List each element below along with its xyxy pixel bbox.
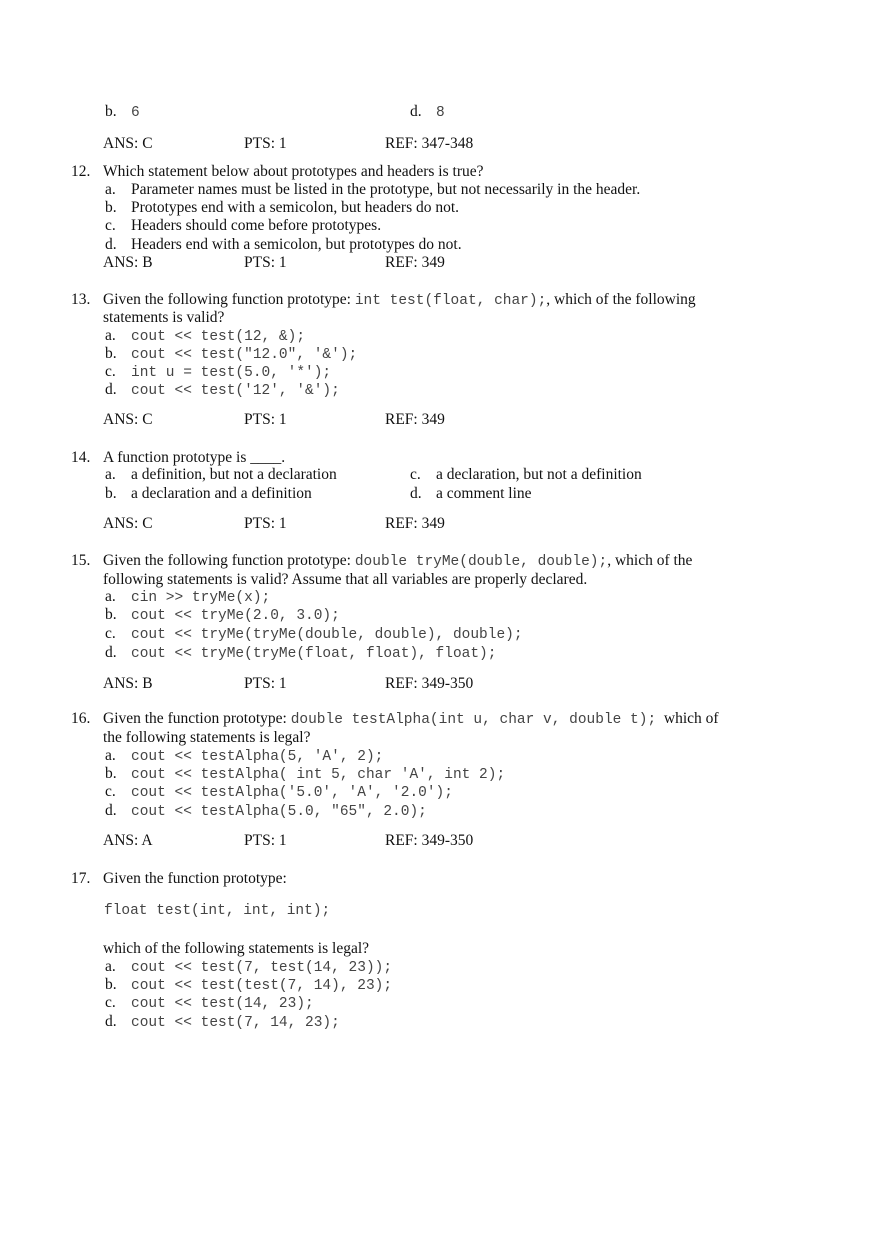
q16-choice-d: d. cout << testAlpha(5.0, "65", 2.0); bbox=[105, 802, 427, 820]
q13-choice-d: d. cout << test('12', '&'); bbox=[105, 381, 340, 399]
prev-choice-d: d. 8 bbox=[410, 103, 445, 121]
q13-choice-c: c. int u = test(5.0, '*'); bbox=[105, 363, 332, 381]
prev-reference: REF: 347-348 bbox=[385, 135, 474, 152]
prev-answer: ANS: C bbox=[103, 135, 153, 152]
q16-stem: Given the function prototype: double testAlpha(int u, char v, double t); which of bbox=[103, 710, 719, 728]
q15-choice-b: b. cout << tryMe(2.0, 3.0); bbox=[105, 606, 340, 624]
q13-points: PTS: 1 bbox=[244, 411, 287, 428]
q16-points: PTS: 1 bbox=[244, 832, 287, 849]
q14-answer: ANS: C bbox=[103, 515, 153, 532]
q13-number: 13. bbox=[71, 291, 91, 308]
q13-choice-b: b. cout << test("12.0", '&'); bbox=[105, 345, 358, 363]
q16-stem-line2: the following statements is legal? bbox=[103, 729, 311, 746]
q13-choice-a: a. cout << test(12, &); bbox=[105, 327, 306, 345]
q17-number: 17. bbox=[71, 870, 91, 887]
q16-choice-c: c. cout << testAlpha('5.0', 'A', '2.0'); bbox=[105, 783, 453, 801]
q17-stem: Given the function prototype: bbox=[103, 870, 287, 887]
q16-choice-a: a. cout << testAlpha(5, 'A', 2); bbox=[105, 747, 384, 765]
q16-choice-b: b. cout << testAlpha( int 5, char 'A', int 2); bbox=[105, 765, 506, 783]
q14-choice-c: c. a declaration, but not a definition bbox=[410, 466, 642, 483]
q14-stem: A function prototype is ____. bbox=[103, 449, 286, 466]
q14-reference: REF: 349 bbox=[385, 515, 445, 532]
q17-code-block: float test(int, int, int); bbox=[104, 903, 331, 919]
q15-answer: ANS: B bbox=[103, 675, 153, 692]
q13-reference: REF: 349 bbox=[385, 411, 445, 428]
q14-choice-b: b. a declaration and a definition bbox=[105, 485, 312, 502]
q16-number: 16. bbox=[71, 710, 91, 727]
q12-choice-d: d. Headers end with a semicolon, but prototypes do not. bbox=[105, 236, 462, 253]
q17-stem-line2: which of the following statements is legal? bbox=[103, 940, 370, 957]
q12-choice-c: c. Headers should come before prototypes. bbox=[105, 217, 382, 234]
q15-choice-d: d. cout << tryMe(tryMe(float, float), float); bbox=[105, 644, 497, 662]
prev-choice-b: b. 6 bbox=[105, 103, 140, 121]
q13-stem-line2: statements is valid? bbox=[103, 309, 225, 326]
q13-stem: Given the following function prototype: int test(float, char);, which of the following bbox=[103, 291, 696, 309]
q15-stem: Given the following function prototype: double tryMe(double, double);, which of the bbox=[103, 552, 693, 570]
q12-points: PTS: 1 bbox=[244, 254, 287, 271]
q17-choice-a: a. cout << test(7, test(14, 23)); bbox=[105, 958, 393, 976]
q12-stem: Which statement below about prototypes and headers is true? bbox=[103, 163, 484, 180]
q15-points: PTS: 1 bbox=[244, 675, 287, 692]
q14-choice-a: a. a definition, but not a declaration bbox=[105, 466, 337, 483]
q12-reference: REF: 349 bbox=[385, 254, 445, 271]
q17-choice-d: d. cout << test(7, 14, 23); bbox=[105, 1013, 340, 1031]
q14-points: PTS: 1 bbox=[244, 515, 287, 532]
q14-choice-d: d. a comment line bbox=[410, 485, 532, 502]
q14-number: 14. bbox=[71, 449, 91, 466]
q15-number: 15. bbox=[71, 552, 91, 569]
q17-choice-b: b. cout << test(test(7, 14), 23); bbox=[105, 976, 393, 994]
q16-answer: ANS: A bbox=[103, 832, 153, 849]
q15-reference: REF: 349-350 bbox=[385, 675, 474, 692]
q13-answer: ANS: C bbox=[103, 411, 153, 428]
q16-reference: REF: 349-350 bbox=[385, 832, 474, 849]
q17-choice-c: c. cout << test(14, 23); bbox=[105, 994, 314, 1012]
q12-number: 12. bbox=[71, 163, 91, 180]
q12-answer: ANS: B bbox=[103, 254, 153, 271]
q12-choice-a: a. Parameter names must be listed in the prototype, but not necessarily in the header. bbox=[105, 181, 641, 198]
q15-choice-c: c. cout << tryMe(tryMe(double, double), double); bbox=[105, 625, 523, 643]
q15-choice-a: a. cin >> tryMe(x); bbox=[105, 588, 271, 606]
q15-stem-line2: following statements is valid? Assume that all variables are properly declared. bbox=[103, 571, 588, 588]
prev-points: PTS: 1 bbox=[244, 135, 287, 152]
q12-choice-b: b. Prototypes end with a semicolon, but headers do not. bbox=[105, 199, 460, 216]
